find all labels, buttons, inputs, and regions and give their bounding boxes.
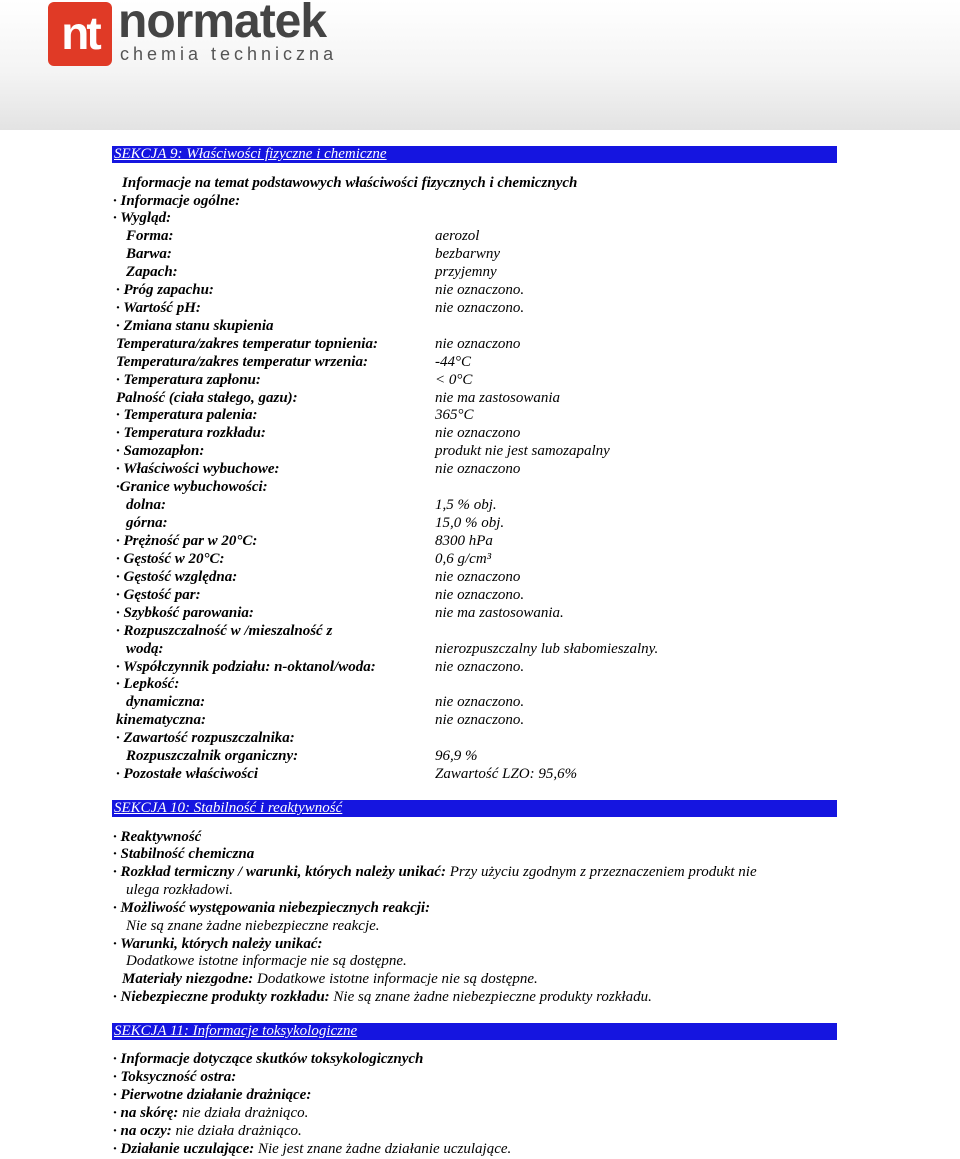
thermal-decomposition-continuation: ulega rozkładowi. [126, 882, 233, 898]
skin-line [113, 1105, 308, 1122]
explosive-value: nie oznaczono [435, 461, 521, 477]
section-11-header: SEKCJA 11: Informacje toksykologiczne [112, 1023, 837, 1040]
evaporation-value: nie ma zastosowania. [435, 605, 564, 621]
eyes-label: · na oczy: [113, 1123, 172, 1139]
odor-threshold-label: · Próg zapachu: [116, 282, 214, 298]
thermal-decomposition-line [113, 864, 757, 881]
lower-limit-value: 1,5 % obj. [435, 497, 497, 513]
logo-icon: nt [48, 2, 112, 66]
logo-name: normatek [118, 0, 327, 48]
toxicology-info-label: · Informacje dotyczące skutków toksykologicznych [113, 1051, 424, 1067]
skin-label: · na skórę: [113, 1105, 179, 1121]
flash-point-label: · Temperatura zapłonu: [116, 372, 261, 388]
section-9-header: SEKCJA 9: Właściwości fizyczne i chemiczne [112, 146, 837, 163]
color-value: bezbarwny [435, 246, 500, 262]
acute-toxicity-label: · Toksyczność ostra: [113, 1069, 237, 1085]
decomposition-label: · Temperatura rozkładu: [116, 425, 266, 441]
boiling-label: Temperatura/zakres temperatur wrzenia: [116, 354, 368, 370]
color-label: Barwa: [126, 246, 172, 262]
decomposition-products-label: · Niebezpieczne produkty rozkładu: [113, 989, 330, 1005]
kinematic-viscosity-value: nie oznaczono. [435, 712, 525, 728]
irritation-label: · Pierwotne działanie drażniące: [113, 1087, 312, 1103]
solubility-value: nierozpuszczalny lub słabomieszalny. [435, 641, 659, 657]
incompatible-materials-label: Materiały niezgodne: [122, 971, 254, 987]
density-value: 0,6 g/cm³ [435, 551, 492, 567]
thermal-decomposition-label: · Rozkład termiczny / warunki, których należy unikać: [113, 864, 446, 880]
melting-label: Temperatura/zakres temperatur topnienia: [116, 336, 378, 352]
ph-value: nie oznaczono. [435, 300, 525, 316]
decomposition-value: nie oznaczono [435, 425, 521, 441]
vapor-density-label: · Gęstość par: [116, 587, 201, 603]
dynamic-viscosity-label: dynamiczna: [126, 694, 206, 710]
melting-value: nie oznaczono [435, 336, 521, 352]
flash-point-value: < 0°C [435, 372, 473, 388]
appearance-label: · Wygląd: [113, 210, 172, 226]
kinematic-viscosity-label: kinematyczna: [116, 712, 206, 728]
hazardous-reactions-label: · Możliwość występowania niebezpiecznych reakcji: [113, 900, 431, 916]
dynamic-viscosity-value: nie oznaczono. [435, 694, 525, 710]
partition-label: · Współczynnik podziału: n-oktanol/woda: [116, 659, 376, 675]
upper-limit-value: 15,0 % obj. [435, 515, 505, 531]
vapor-pressure-value: 8300 hPa [435, 533, 493, 549]
sensitization-line [113, 1141, 511, 1158]
self-ignition-label: · Samozapłon: [116, 443, 205, 459]
form-value: aerozol [435, 228, 480, 244]
other-properties-value: Zawartość LZO: 95,6% [435, 766, 578, 782]
reactivity-label: · Reaktywność [113, 829, 202, 845]
solubility-label-water: wodą: [126, 641, 164, 657]
conditions-to-avoid-value: Dodatkowe istotne informacje nie są dostępne. [126, 953, 407, 969]
flammability-value: nie ma zastosowania [435, 390, 561, 406]
general-info-label: · Informacje ogólne: [113, 193, 241, 209]
odor-label: Zapach: [126, 264, 178, 280]
skin-value: nie działa drażniąco. [182, 1105, 309, 1121]
ignition-label: · Temperatura palenia: [116, 407, 258, 423]
state-change-label: · Zmiana stanu skupienia [116, 318, 274, 334]
hazardous-reactions-value: Nie są znane żadne niebezpieczne reakcje. [126, 918, 380, 934]
eyes-value: nie działa drażniąco. [175, 1123, 302, 1139]
vapor-density-value: nie oznaczono. [435, 587, 525, 603]
ph-label: · Wartość pH: [116, 300, 201, 316]
ignition-value: 365°C [435, 407, 474, 423]
conditions-to-avoid-label: · Warunki, których należy unikać: [113, 936, 323, 952]
eyes-line [113, 1123, 302, 1140]
partition-value: nie oznaczono. [435, 659, 525, 675]
organic-solvent-label: Rozpuszczalnik organiczny: [126, 748, 299, 764]
explosive-label: · Właściwości wybuchowe: [116, 461, 280, 477]
thermal-decomposition-value: Przy użyciu zgodnym z przeznaczeniem produkt nie [449, 864, 757, 880]
evaporation-label: · Szybkość parowania: [116, 605, 254, 621]
odor-value: przyjemny [435, 264, 497, 280]
organic-solvent-value: 96,9 % [435, 748, 478, 764]
upper-limit-label: górna: [126, 515, 168, 531]
self-ignition-value: produkt nie jest samozapalny [435, 443, 610, 459]
sec9-intro: Informacje na temat podstawowych właściwości fizycznych i chemicznych [122, 175, 578, 191]
other-properties-label: · Pozostałe właściwości [116, 766, 259, 782]
solubility-label: · Rozpuszczalność w /mieszalność z [116, 623, 333, 639]
vapor-pressure-label: · Prężność par w 20°C: [116, 533, 258, 549]
form-label: Forma: [126, 228, 174, 244]
flammability-label: Palność (ciała stałego, gazu): [116, 390, 298, 406]
sensitization-label: · Działanie uczulające: [113, 1141, 255, 1157]
incompatible-materials-line [122, 971, 538, 988]
stability-label: · Stabilność chemiczna [113, 846, 255, 862]
viscosity-label: · Lepkość: [116, 676, 180, 692]
explosion-limits-label: ·Granice wybuchowości: [116, 479, 268, 495]
odor-threshold-value: nie oznaczono. [435, 282, 525, 298]
relative-density-label: · Gęstość względna: [116, 569, 238, 585]
decomposition-products-line [113, 989, 652, 1006]
boiling-value: -44°C [435, 354, 471, 370]
logo-tagline: chemia techniczna [120, 44, 338, 64]
density-label: · Gęstość w 20°C: [116, 551, 225, 567]
section-10-header: SEKCJA 10: Stabilność i reaktywność [112, 800, 837, 817]
incompatible-materials-value: Dodatkowe istotne informacje nie są dostępne. [257, 971, 538, 987]
sensitization-value: Nie jest znane żadne działanie uczulające. [258, 1141, 512, 1157]
solvent-content-label: · Zawartość rozpuszczalnika: [116, 730, 295, 746]
decomposition-products-value: Nie są znane żadne niebezpieczne produkty rozkładu. [333, 989, 652, 1005]
relative-density-value: nie oznaczono [435, 569, 521, 585]
lower-limit-label: dolna: [126, 497, 167, 513]
